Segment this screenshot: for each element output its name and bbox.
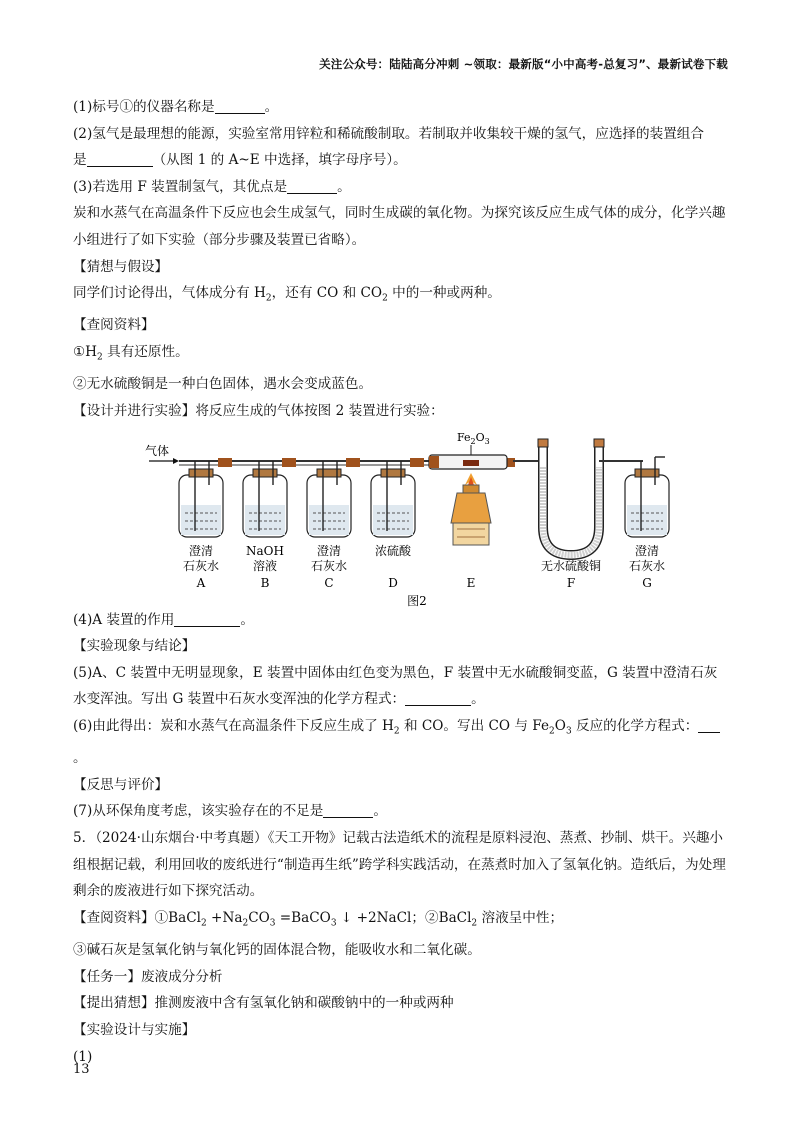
label-E-letter: E xyxy=(466,575,476,590)
question-7-text: (7)从环保角度考虑，该实验存在的不足是 xyxy=(73,803,324,820)
label-C-letter: C xyxy=(324,575,334,590)
answer-blank-5[interactable] xyxy=(405,691,471,706)
subscript: 3 xyxy=(269,918,276,929)
question-3 xyxy=(73,174,733,201)
subscript: 2 xyxy=(97,352,103,363)
label-B-letter: B xyxy=(260,575,270,590)
lookup-b-heading: 【查阅资料】 xyxy=(73,909,155,926)
formula-part: CO xyxy=(248,909,270,926)
question-1-text: (1)标号①的仪器名称是 xyxy=(73,99,215,115)
answer-blank-7[interactable] xyxy=(323,803,373,818)
lookup-part: ①H xyxy=(73,344,98,361)
question-2-text-cont: 是 xyxy=(73,152,87,169)
fe2o3-label: $Fe_2O_3$ xyxy=(457,430,490,446)
q6-part: (6)由此得出：炭和水蒸气在高温条件下反应生成了 H xyxy=(73,717,394,734)
answer-blank-3[interactable] xyxy=(287,179,337,194)
bottle-D xyxy=(371,461,415,537)
label-A-line2: 石灰水 xyxy=(182,558,220,573)
lookup-b-line xyxy=(73,905,733,937)
intro-paragraph: 炭和水蒸气在高温条件下反应也会生成氢气，同时生成碳的氧化物。为探究该反应生成气体的成分，化学兴趣小组进行了如下实验（部分步骤及装置已省略）。 xyxy=(73,205,726,248)
label-F-letter: F xyxy=(566,575,576,590)
question-5 xyxy=(73,660,733,713)
bottle-B xyxy=(243,461,287,537)
formula-part: ①BaCl xyxy=(154,909,201,926)
arrow-head-icon xyxy=(173,458,179,464)
question-3-text: (3)若选用 F 装置制氢气，其优点是 xyxy=(73,178,288,195)
lookup-heading: 【查阅资料】 xyxy=(73,317,155,334)
page-header: 关注公众号：陆陆高分冲刺 ~领取：最新版“小中高考-总复习”、最新试卷下载 xyxy=(319,57,728,71)
label-D-line1: 浓硫酸 xyxy=(374,543,412,558)
gas-label: 气体 xyxy=(145,443,170,458)
guess-part: 中的一种或两种。 xyxy=(387,285,501,302)
answer-blank-4[interactable] xyxy=(174,612,240,627)
bottle-G xyxy=(625,457,669,537)
question-last: (1) xyxy=(73,1048,93,1065)
page-content xyxy=(73,94,733,1070)
subscript: 2 xyxy=(471,918,478,929)
period: 。 xyxy=(373,803,387,820)
question-5-text: (5)A、C 装置中无明显现象，E 装置中固体由红色变为黑色，F 装置中无水硫酸铜变蓝，G 装置中澄清石灰 xyxy=(73,664,718,681)
wood-block-icon xyxy=(453,523,489,545)
label-C-line2: 石灰水 xyxy=(310,558,348,573)
bottle-A xyxy=(179,461,223,537)
subscript: 2 xyxy=(382,293,388,304)
label-G-line2: 石灰水 xyxy=(628,558,666,573)
period: 。 xyxy=(264,99,279,115)
subscript: 3 xyxy=(565,726,572,737)
figure-2-apparatus xyxy=(73,427,733,607)
alcohol-lamp-icon xyxy=(451,493,491,523)
answer-blank-1[interactable] xyxy=(215,99,265,114)
question-4 xyxy=(73,607,733,634)
question-2-text: (2)氢气是最理想的能源，实验室常用锌粒和稀硫酸制取。若制取并收集较干燥的氢气，应选择的装置组合 xyxy=(73,125,704,142)
question-2 xyxy=(73,121,733,174)
period: 。 xyxy=(471,691,485,708)
lookup-b-item-3: ③碱石灰是氢氧化钠与氧化钙的固体混合物，能吸收水和二氧化碳。 xyxy=(73,942,481,959)
q6-part: 反应的化学方程式： xyxy=(571,717,699,734)
task-1-heading: 【任务一】废液成分分析 xyxy=(73,968,223,985)
hypothesis: 【提出猜想】推测废液中含有氢氧化钠和碳酸钠中的一种或两种 xyxy=(73,995,454,1012)
lookup-item-1 xyxy=(73,339,733,371)
label-F-line1: 无水硫酸铜 xyxy=(540,558,602,573)
label-C-line1: 澄清 xyxy=(316,543,342,558)
label-G-letter: G xyxy=(642,575,652,590)
period: 。 xyxy=(337,178,351,195)
phenomena-heading: 【实验现象与结论】 xyxy=(73,638,196,655)
formula-part: 溶液呈中性； xyxy=(477,909,564,926)
guess-text xyxy=(73,280,733,312)
subscript: 2 xyxy=(549,726,555,737)
q6-part: 和 CO。写出 CO 与 Fe xyxy=(399,717,550,734)
question-5-text-cont: 水变浑浊。写出 G 装置中石灰水变浑浊的化学方程式： xyxy=(73,691,406,708)
bottle-C xyxy=(307,461,351,537)
label-A-line1: 澄清 xyxy=(188,543,214,558)
subscript: 3 xyxy=(330,918,337,929)
formula-part: ；②BaCl xyxy=(411,909,472,926)
guess-part: 同学们讨论得出，气体成分有 H xyxy=(73,285,266,302)
label-A-letter: A xyxy=(196,575,206,590)
design-heading: 【设计并进行实验】将反应生成的气体按图 2 装置进行实验： xyxy=(73,402,444,419)
implementation-heading: 【实验设计与实施】 xyxy=(73,1021,196,1038)
subscript: 2 xyxy=(242,918,249,929)
label-B-line2: 溶液 xyxy=(252,558,278,573)
lookup-item-2: ②无水硫酸铜是一种白色固体，遇水会变成蓝色。 xyxy=(73,376,373,393)
problem-5-intro: 5．（2024·山东烟台·中考真题）《天工开物》记载古法造纸术的流程是原料浸泡、蒸煮、抄制、烘干。兴趣小组根据记载，利用回收的废纸进行“制造再生纸”跨学科实践活动，在蒸煮时加入了氢氧化钠。造纸后，为处理剩余的废液进行如下探究活动。 xyxy=(73,830,726,900)
answer-blank-2[interactable] xyxy=(87,152,153,167)
question-4-text: (4)A 装置的作用 xyxy=(73,611,175,628)
figure-caption: 图2 xyxy=(407,593,427,607)
q6-part: O xyxy=(554,717,566,734)
question-7 xyxy=(73,798,733,825)
formula-part: ↓ +2NaCl xyxy=(336,909,412,926)
guess-part: ，还有 CO 和 CO xyxy=(271,285,383,302)
label-G-line1: 澄清 xyxy=(634,543,660,558)
question-2-note: （从图 1 的 A~E 中选择，填字母序号）。 xyxy=(152,152,407,169)
period: 。 xyxy=(240,611,254,628)
formula-part: =BaCO xyxy=(275,909,331,926)
apparatus-diagram xyxy=(73,427,733,607)
q6-line2: 。 xyxy=(73,750,87,767)
apparatus-E xyxy=(429,431,507,545)
subscript: 2 xyxy=(265,293,272,304)
label-B-line1: NaOH xyxy=(246,543,284,558)
formula-part: +Na xyxy=(206,909,243,926)
reflect-heading: 【反思与评价】 xyxy=(73,776,169,793)
lookup-part: 具有还原性。 xyxy=(102,344,189,361)
page-number: 13 xyxy=(73,1062,90,1077)
question-1 xyxy=(73,94,733,121)
guess-heading: 【猜想与假设】 xyxy=(73,258,169,275)
answer-blank-6[interactable] xyxy=(698,718,720,733)
subscript: 2 xyxy=(393,726,400,737)
question-6 xyxy=(73,713,733,772)
label-D-letter: D xyxy=(388,575,398,590)
subscript: 2 xyxy=(201,918,207,929)
